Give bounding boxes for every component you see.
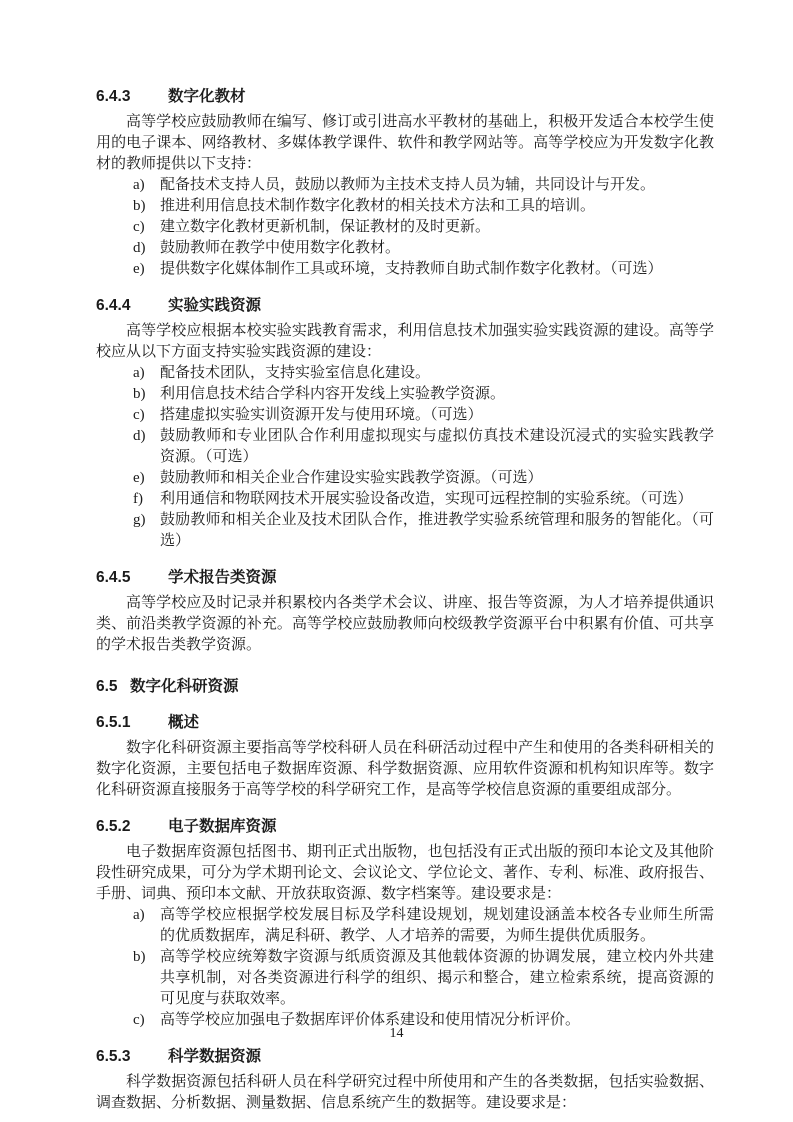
list-item-text: 建立数字化教材更新机制，保证教材的及时更新。 xyxy=(160,219,491,235)
list-item-text: 鼓励教师和相关企业合作建设实验实践教学资源。（可选） xyxy=(160,470,543,486)
list-item xyxy=(96,405,714,426)
list-item-label: b) xyxy=(133,386,146,402)
heading-number: 6.4.5 xyxy=(96,569,131,586)
list-item-text: 鼓励教师和专业团队合作利用虚拟现实与虚拟仿真技术建设沉浸式的实验实践教学资源。（可选） xyxy=(160,428,714,465)
list-item xyxy=(96,468,714,489)
heading-title: 实验实践资源 xyxy=(168,297,262,314)
section-heading-6-5-2 xyxy=(96,816,714,837)
heading-title: 概述 xyxy=(168,714,200,731)
list-item xyxy=(96,384,714,405)
heading-number: 6.4.3 xyxy=(96,88,131,105)
list-item-label: b) xyxy=(133,949,146,965)
paragraph-6-4-5: 高等学校应及时记录并积累校内各类学术会议、讲座、报告等资源，为人才培养提供通识类、前沿类教学资源的补充。高等学校应鼓励教师向校级教学资源平台中积累有价值、可共享的学术报告类教学资源。 xyxy=(96,595,714,653)
paragraph-6-4-3: 高等学校应鼓励教师在编写、修订或引进高水平教材的基础上，积极开发适合本校学生使用的电子课本、网络教材、多媒体教学课件、软件和教学网站等。高等学校应为开发数字化教材的教师提供以下支持： xyxy=(96,114,714,172)
section-heading-6-4-5 xyxy=(96,567,714,588)
paragraph-6-5-3: 科学数据资源包括科研人员在科学研究过程中所使用和产生的各类数据，包括实验数据、调查数据、分析数据、测量数据、信息系统产生的数据等。建设要求是： xyxy=(96,1074,714,1111)
list-item-label: e) xyxy=(133,261,145,277)
list-item-text: 高等学校应统筹数字资源与纸质资源及其他载体资源的协调发展，建立校内外共建共享机制，对各类资源进行科学的组织、揭示和整合，建立检索系统，提高资源的可见度与获取效率。 xyxy=(160,949,714,1007)
list-item-text: 提供数字化媒体制作工具或环境，支持教师自助式制作数字化教材。（可选） xyxy=(160,261,663,277)
heading-title: 学术报告类资源 xyxy=(168,569,277,586)
section-heading-6-5-3 xyxy=(96,1046,714,1067)
heading-number: 6.5.2 xyxy=(96,818,131,835)
list-item-label: b) xyxy=(133,198,146,214)
list-item xyxy=(96,905,714,947)
list-item-label: e) xyxy=(133,470,145,486)
list-item-text: 利用通信和物联网技术开展实验设备改造，实现可远程控制的实验系统。（可选） xyxy=(160,491,693,507)
list-item-text: 鼓励教师和相关企业及技术团队合作，推进教学实验系统管理和服务的智能化。（可选） xyxy=(160,512,714,549)
list-item xyxy=(96,947,714,1010)
list-item-label: c) xyxy=(133,407,145,423)
list-item-label: c) xyxy=(133,1012,145,1028)
list-item xyxy=(96,175,714,196)
list-item-text: 鼓励教师在教学中使用数字化教材。 xyxy=(160,240,401,256)
heading-number: 6.5 xyxy=(96,678,118,695)
list-item-label: a) xyxy=(133,177,145,193)
list-item-text: 高等学校应加强电子数据库评价体系建设和使用情况分析评价。 xyxy=(160,1012,581,1028)
page-content xyxy=(96,86,714,1114)
list-item-text: 推进利用信息技术制作数字化教材的相关技术方法和工具的培训。 xyxy=(160,198,596,214)
page-number: 14 xyxy=(389,1026,404,1041)
list-item-label: g) xyxy=(133,512,146,528)
list-item xyxy=(96,363,714,384)
list-item-label: f) xyxy=(133,491,143,507)
heading-title: 数字化科研资源 xyxy=(130,678,239,695)
paragraph-6-4-4: 高等学校应根据本校实验实践教育需求，利用信息技术加强实验实践资源的建设。高等学校应从以下方面支持实验实践资源的建设： xyxy=(96,323,714,360)
list-item-text: 配备技术团队，支持实验室信息化建设。 xyxy=(160,365,431,381)
list-item-label: a) xyxy=(133,365,145,381)
list-item xyxy=(96,259,714,280)
section-heading-6-5-1 xyxy=(96,712,714,733)
list-item xyxy=(96,238,714,259)
list-item-label: d) xyxy=(133,428,146,444)
list-item-text: 配备技术支持人员，鼓励以教师为主技术支持人员为辅，共同设计与开发。 xyxy=(160,177,656,193)
section-heading-6-4-3 xyxy=(96,86,714,107)
list-item xyxy=(96,426,714,468)
heading-title: 电子数据库资源 xyxy=(168,818,277,835)
paragraph-6-5-1: 数字化科研资源主要指高等学校科研人员在科研活动过程中产生和使用的各类科研相关的数字化资源，主要包括电子数据库资源、科学数据资源、应用软件资源和机构知识库等。数字化科研资源直接服务于高等学校的科学研究工作，是高等学校信息资源的重要组成部分。 xyxy=(96,740,714,798)
heading-number: 6.4.4 xyxy=(96,297,131,314)
paragraph-6-5-2: 电子数据库资源包括图书、期刊正式出版物，也包括没有正式出版的预印本论文及其他阶段性研究成果，可分为学术期刊论文、会议论文、学位论文、著作、专利、标准、政府报告、手册、词典、预印本文献、开放获取资源、数字档案等。建设要求是： xyxy=(96,844,714,902)
heading-number: 6.5.1 xyxy=(96,714,131,731)
list-item-text: 高等学校应根据学校发展目标及学科建设规划，规划建设涵盖本校各专业师生所需的优质数据库，满足科研、教学、人才培养的需要，为师生提供优质服务。 xyxy=(160,907,714,944)
section-heading-6-5 xyxy=(96,676,714,697)
section-heading-6-4-4 xyxy=(96,295,714,316)
list-item-text: 搭建虚拟实验实训资源开发与使用环境。（可选） xyxy=(160,407,483,423)
heading-number: 6.5.3 xyxy=(96,1048,131,1065)
list-item xyxy=(96,489,714,510)
list-item-label: d) xyxy=(133,240,146,256)
heading-title: 科学数据资源 xyxy=(168,1048,262,1065)
list-item-text: 利用信息技术结合学科内容开发线上实验教学资源。 xyxy=(160,386,506,402)
list-item xyxy=(96,510,714,552)
list-item xyxy=(96,217,714,238)
list-item-label: a) xyxy=(133,907,145,923)
heading-title: 数字化教材 xyxy=(168,88,246,105)
list-item-label: c) xyxy=(133,219,145,235)
list-item xyxy=(96,196,714,217)
